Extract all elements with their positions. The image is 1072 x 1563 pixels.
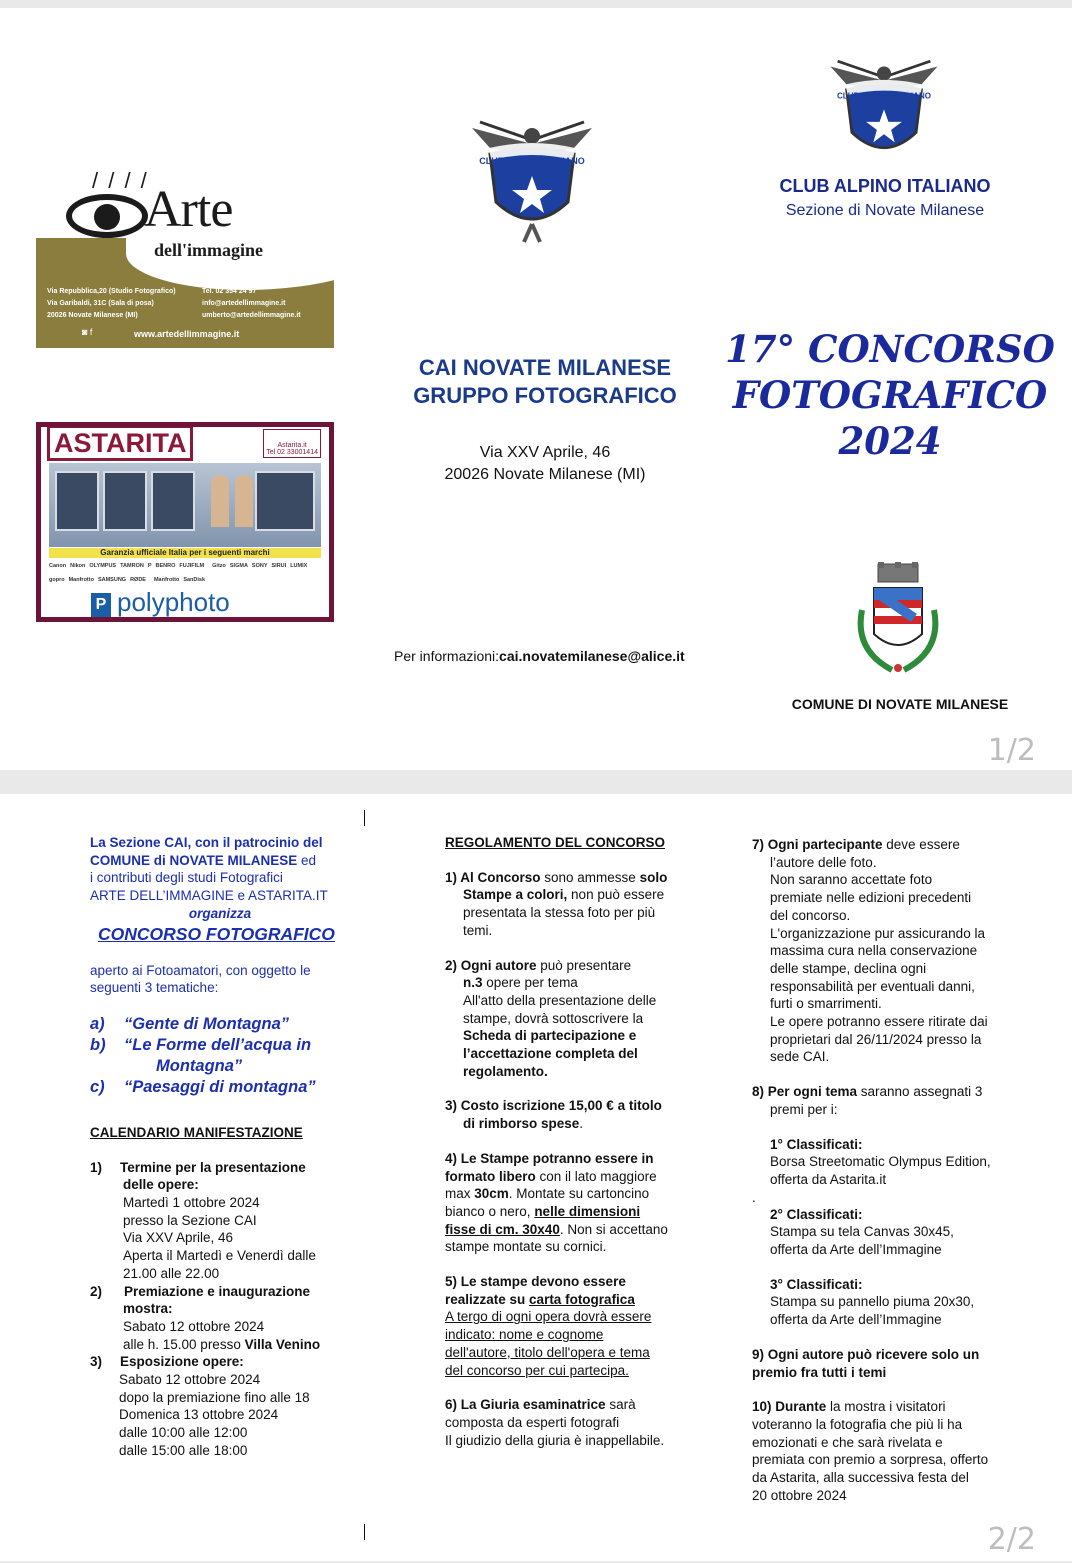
rule-6-text-3: Il giudizio della giuria è inappellabile.: [445, 1432, 665, 1448]
rule-5-paper: carta fotografica: [529, 1291, 635, 1307]
rule-8: [752, 1083, 1042, 1118]
rule-7-line: massima cura nella conservazione: [770, 943, 978, 959]
arte-email-2: umberto@artedellimmagine.it: [202, 312, 301, 319]
rule-9: [752, 1346, 1042, 1381]
rule-7-line: delle stampe, declina ogni: [770, 960, 927, 976]
brand-logo: OLYMPUS: [89, 563, 117, 569]
cai-eagle-shield-icon: [462, 114, 602, 244]
cai-logo-small: [820, 54, 948, 170]
intro-line-1: La Sezione CAI, con il patrocinio del: [90, 835, 323, 850]
item-title-cont: delle opere:: [123, 1177, 199, 1193]
rule-8-text: saranno assegnati 3: [857, 1084, 983, 1100]
rule-4-format: formato libero: [445, 1168, 536, 1184]
item-3-details: [90, 1371, 380, 1460]
rule-7-line: del concorso.: [770, 907, 851, 923]
prize-3-item: Stampa su pannello piuma 20x30,: [770, 1294, 975, 1310]
brand-logo: TAMRON: [120, 563, 144, 569]
theme-item: [90, 1014, 380, 1035]
brand-logo: gopro: [49, 577, 65, 583]
intro-line-4: ARTE DELL’IMMAGINE e ASTARITA.IT: [90, 888, 328, 904]
rule-2-text-7: regolamento.: [463, 1063, 548, 1079]
arte-email-1: info@artedellimmagine.it: [202, 300, 286, 307]
rule-3-text: di rimborso spese: [463, 1116, 580, 1132]
comune-coat-of-arms: [852, 560, 944, 680]
cai-subtitle: Sezione di Novate Milanese: [785, 202, 985, 219]
brand-logo: SanDisk: [183, 577, 206, 583]
page-number: 1/2: [987, 733, 1036, 768]
calendar-detail-line: dopo la premiazione fino alle 18: [119, 1389, 310, 1405]
brand-logo: SONY: [251, 563, 268, 569]
rule-10-line: emozionati e che sarà rivelata e: [752, 1434, 943, 1450]
arte-dellimmagine-ad: [36, 158, 334, 348]
theme-text: “Gente di Montagna”: [124, 1014, 289, 1033]
rule-7-line: furti o smarrimenti.: [770, 996, 882, 1012]
rule-3-lead: 3) Costo iscrizione 15,00 € a titolo: [445, 1098, 662, 1114]
cai-heading: [760, 176, 1010, 220]
rule-4-dimensions: nelle dimensioni: [534, 1203, 641, 1219]
rule-1: [445, 869, 735, 940]
brand-logo: Manfrotto: [153, 577, 180, 583]
prize-3-sponsor: offerta da Arte dell’Immagine: [770, 1312, 942, 1328]
rules-title: REGOLAMENTO DEL CONCORSO: [445, 835, 666, 850]
intro-line-2: [90, 852, 380, 870]
rule-9-line-2: premio fra tutti i temi: [752, 1364, 887, 1380]
rule-1-text-3: presentata la stessa foto per più: [463, 905, 656, 921]
brand-logo: Gitzo: [212, 563, 226, 569]
rule-10-line: da Astarita, alla successiva festa del: [752, 1470, 969, 1486]
organizza-label: organizza: [188, 905, 252, 921]
rule-10-details: [752, 1416, 1042, 1505]
rule-10-line: voteranno la fotografia che più li ha: [752, 1416, 963, 1432]
calendar-detail-line: Domenica 13 ottobre 2024: [119, 1407, 279, 1423]
theme-letter: [90, 1056, 156, 1077]
rule-6: [445, 1396, 735, 1449]
calendar-detail-line: Via XXV Aprile, 46: [123, 1230, 234, 1246]
comune-label: COMUNE DI NOVATE MILANESE: [791, 696, 1009, 712]
prize-1-sponsor: offerta da Astarita.it: [770, 1171, 887, 1187]
prizes-column: [752, 836, 1042, 1505]
rule-5-text-3: indicato: nome e cognome: [445, 1327, 604, 1343]
rule-7-line: l’autore delle foto.: [770, 854, 877, 870]
cai-title: CLUB ALPINO ITALIANO: [779, 176, 991, 196]
rule-3-dot: .: [579, 1116, 584, 1132]
pupil-icon: [94, 204, 120, 230]
polyphoto-icon: P: [91, 593, 111, 617]
arte-brand-subtitle: dell'immagine: [154, 240, 263, 260]
rule-5-text-2: A tergo di ogni opera dovrà essere: [445, 1309, 652, 1325]
coat-of-arms-icon: [852, 560, 944, 680]
brand-logos: [49, 560, 321, 586]
cai-logo-large: [462, 114, 602, 244]
rule-7: [752, 836, 1042, 1066]
group-name: [380, 354, 710, 410]
shop-window: [103, 471, 147, 531]
rule-7-line: responsabilità per eventuali danni,: [770, 978, 975, 994]
info-email[interactable]: cai.novatemilanese@alice.it: [499, 648, 685, 664]
shop-window: [151, 471, 195, 531]
prize-1: [752, 1136, 1042, 1189]
rule-3: [445, 1097, 735, 1132]
warranty-banner: Garanzia ufficiale Italia per i seguenti marchi: [49, 548, 321, 558]
brand-logo: RØDE: [130, 577, 146, 583]
cai-eagle-shield-icon: [820, 54, 948, 170]
rule-2-text-3: All'atto della presentazione delle: [463, 992, 657, 1008]
rule-2-text-2: opere per tema: [482, 975, 578, 991]
rule-7-line: Le opere potranno essere ritirate dai: [770, 1014, 988, 1030]
prize-3-title: 3° Classificati:: [770, 1276, 863, 1292]
brand-logo: P: [147, 563, 152, 569]
brand-logo: FUJIFILM: [179, 563, 205, 569]
brand-logo: Canon: [49, 563, 67, 569]
rule-10-text: la mostra i visitatori: [826, 1399, 946, 1415]
astarita-title: ASTARITA: [47, 425, 193, 461]
rule-7-lead: 7) Ogni partecipante: [752, 837, 883, 852]
intro-comune: COMUNE di NOVATE MILANESE: [90, 852, 298, 868]
calendar-detail-line: Sabato 12 ottobre 2024: [119, 1372, 261, 1388]
arte-address-1: Via Repubblica,20 (Studio Fotografico): [47, 288, 176, 295]
item-title-cont: mostra:: [123, 1301, 173, 1317]
calendar-detail-line: dalle 10:00 alle 12:00: [119, 1425, 248, 1441]
astarita-tel: Tel 02 33001414: [266, 449, 318, 456]
calendar-detail-line: Aperta il Martedì e Venerdì dalle: [123, 1248, 316, 1264]
prize-2-item: Stampa su tela Canvas 30x45,: [770, 1224, 954, 1240]
theme-item: [90, 1056, 380, 1077]
text-cursor: [364, 810, 365, 826]
item-number: 3): [90, 1354, 103, 1370]
info-label: Per informazioni:: [394, 648, 500, 664]
concorso-heading: CONCORSO FOTOGRAFICO: [98, 923, 335, 944]
rule-6-lead: 6) La Giuria esaminatrice: [445, 1397, 606, 1413]
item-number: 1): [90, 1159, 103, 1175]
rule-4-text-5: stampe montate su cornici.: [445, 1239, 607, 1255]
rule-2-lead: 2) Ogni autore: [445, 957, 537, 973]
calendar-detail-line: presso la Sezione CAI: [123, 1212, 257, 1228]
astarita-site: [263, 429, 321, 458]
item-title: Esposizione opere:: [120, 1354, 244, 1370]
rule-5-lead: 5) Le stampe devono essere: [445, 1274, 626, 1290]
theme-letter: b): [90, 1035, 106, 1054]
theme-letter: a): [90, 1014, 105, 1033]
rule-10-line: premiata con premio a sorpresa, offerto: [752, 1452, 989, 1468]
polyphoto-logo: polyphoto: [117, 587, 230, 617]
arte-brand-tagline: Studio fotografico: [186, 258, 249, 267]
rule-4-max: max: [445, 1186, 475, 1202]
calendar-detail-line: Martedì 1 ottobre 2024: [123, 1195, 260, 1211]
rule-4-lead: 4) Le Stampe potranno essere in: [445, 1150, 654, 1166]
astarita-site-name: Astarita.it: [277, 442, 307, 449]
svg-text:CLUB ALPINO ITALIANO: CLUB ALPINO ITALIANO: [837, 91, 931, 101]
item-number: 2): [90, 1283, 103, 1299]
address-line-1: Via XXV Aprile, 46: [479, 444, 611, 461]
group-address: [380, 442, 710, 486]
rule-5: [445, 1273, 735, 1379]
rule-7-details: [752, 854, 1042, 1066]
contest-title: [720, 326, 1060, 464]
rule-1-text-4: temi.: [463, 922, 493, 938]
rule-2-text: può presentare: [536, 957, 632, 973]
rule-2: [445, 957, 735, 1081]
brand-logo: Nikon: [70, 563, 86, 569]
rule-5-text: realizzate su: [445, 1291, 530, 1307]
rule-8-text-2: premi per i:: [770, 1101, 838, 1117]
rules-column: [445, 834, 735, 1449]
calendar-item-1: [90, 1159, 380, 1177]
address-line-2: 20026 Novate Milanese (MI): [444, 466, 646, 483]
theme-text: Montagna”: [156, 1056, 243, 1075]
rule-1-bold: solo: [639, 869, 668, 885]
rule-4-text-2: . Montate su cartoncino: [508, 1186, 650, 1202]
rule-7-line: Non saranno accettate foto: [770, 872, 933, 888]
rule-1-bold-2: Stampe a colori,: [463, 887, 568, 903]
text-cursor: [364, 1524, 365, 1540]
arte-address-3: 20026 Novate Milanese (MI): [47, 312, 138, 319]
rule-6-text-2: composta da esperti fotografi: [445, 1414, 620, 1430]
rule-7-line: premiate nelle edizioni precedenti: [770, 890, 972, 906]
rule-7-line: sede CAI.: [770, 1049, 830, 1065]
rule-5-text-4: dell'autore, titolo dell'opera e tema: [445, 1344, 650, 1360]
rule-2-count: n.3: [463, 975, 483, 991]
calendar-item-3: [90, 1353, 380, 1371]
item-2-venue: [90, 1336, 380, 1354]
brand-logo: Manfrotto: [68, 577, 94, 583]
prize-1-item: Borsa Streetomatic Olympus Edition,: [770, 1154, 991, 1170]
rule-10: [752, 1398, 1042, 1504]
calendar-detail-line: 21.00 alle 22.00: [123, 1265, 220, 1281]
rule-7-text: deve essere: [882, 837, 960, 852]
item-title: Premiazione e inaugurazione: [124, 1283, 311, 1299]
rule-7-line: proprietari dal 26/11/2024 presso la: [770, 1031, 982, 1047]
shop-window: [255, 471, 315, 531]
calendar-title: CALENDARIO MANIFESTAZIONE: [90, 1124, 303, 1140]
brand-logo: BENRO: [155, 563, 176, 569]
photographer-figure: [235, 475, 253, 527]
rule-8-lead: 8) Per ogni tema: [752, 1084, 858, 1100]
prize-1-title: 1° Classificati:: [770, 1136, 863, 1152]
venue-name: Villa Venino: [244, 1336, 321, 1352]
rule-4: [445, 1150, 735, 1256]
arte-tel: Tel. 02 354 24 97: [202, 288, 257, 295]
group-line-1: CAI NOVATE MILANESE: [418, 355, 672, 380]
info-line: [394, 648, 685, 664]
rule-4-text-4: . Non si accettano: [559, 1221, 668, 1237]
shop-window: [55, 471, 99, 531]
theme-list: [90, 1014, 380, 1098]
rule-7-line: L'organizzazione pur assicurando la: [770, 925, 985, 941]
brand-logo: SAMSUNG: [97, 577, 127, 583]
aperto-line-1: aperto ai Fotoamatori, con oggetto le: [90, 962, 311, 978]
calendar-detail-line: dalle 15:00 alle 18:00: [119, 1442, 248, 1458]
venue-prefix: alle h. 15.00 presso: [123, 1336, 245, 1352]
rule-4-fixed: fisse di cm. 30x40: [445, 1221, 560, 1237]
contest-line-1: 17° CONCORSO: [725, 327, 1055, 371]
contest-line-2: FOTOGRAFICO: [732, 373, 1048, 417]
arte-brand: Arte: [144, 181, 233, 238]
rule-4-size: 30cm: [474, 1186, 509, 1202]
social-icons: ◙ f: [82, 327, 93, 337]
rule-1-lead: 1) Al Concorso: [445, 869, 541, 885]
rule-10-line: 20 ottobre 2024: [752, 1487, 847, 1503]
rule-6-text: sarà: [605, 1397, 636, 1413]
theme-letter: c): [90, 1077, 105, 1096]
rule-10-lead: 10) Durante: [752, 1399, 827, 1415]
eyelash-icon: / / / /: [92, 168, 149, 193]
prize-3: [752, 1276, 1042, 1329]
rule-2-text-6: l’accettazione completa del: [463, 1046, 638, 1062]
item-title: Termine per la presentazione: [120, 1159, 306, 1175]
theme-text: “Le Forme dell’acqua in: [124, 1035, 312, 1054]
intro-ed: ed: [297, 852, 317, 868]
svg-text:CLUB ALPINO ITALIANO: CLUB ALPINO ITALIANO: [479, 156, 585, 166]
arte-website: www.artedellimmagine.it: [134, 329, 240, 339]
rule-1-text-2: non può essere: [567, 887, 665, 903]
photographer-figure: [211, 475, 229, 527]
calendar-item-2: [90, 1283, 380, 1301]
rule-1-text: sono ammesse: [540, 869, 640, 885]
arte-address-2: Via Garibaldi, 31C (Sala di posa): [47, 300, 154, 307]
rule-2-text-5: Scheda di partecipazione e: [463, 1028, 637, 1044]
stray-dot: .: [752, 1189, 756, 1205]
item-1-details: [90, 1194, 380, 1283]
theme-text: “Paesaggi di montagna”: [124, 1077, 316, 1096]
item-2-date: Sabato 12 ottobre 2024: [123, 1318, 265, 1334]
rule-5-text-5: del concorso per cui partecipa.: [445, 1362, 629, 1378]
aperto-line-2: seguenti 3 tematiche:: [90, 980, 219, 996]
rule-2-text-4: stampe, dovrà sottoscrivere la: [463, 1010, 644, 1026]
group-line-2: GRUPPO FOTOGRAFICO: [413, 383, 677, 408]
theme-item: [90, 1077, 380, 1098]
rule-4-text: con il lato maggiore: [535, 1168, 657, 1184]
astarita-ad: [36, 422, 334, 622]
brand-logo: SIRUI: [271, 563, 287, 569]
brand-logo: LUMIX: [290, 563, 308, 569]
intro-line-3: i contributi degli studi Fotografici: [90, 870, 283, 886]
prize-2: [752, 1206, 1042, 1259]
page-1: [0, 8, 1072, 770]
intro-column: [90, 834, 380, 1460]
prize-2-title: 2° Classificati:: [770, 1206, 863, 1222]
brand-logo: SIGMA: [229, 563, 248, 569]
rule-9-line-1: 9) Ogni autore può ricevere solo un: [752, 1346, 980, 1362]
theme-item: [90, 1035, 380, 1056]
prize-2-sponsor: offerta da Arte dell’Immagine: [770, 1242, 942, 1258]
contest-line-3: 2024: [838, 419, 942, 463]
page-number: 2/2: [987, 1522, 1036, 1557]
rule-4-text-3: bianco o nero,: [445, 1203, 535, 1219]
